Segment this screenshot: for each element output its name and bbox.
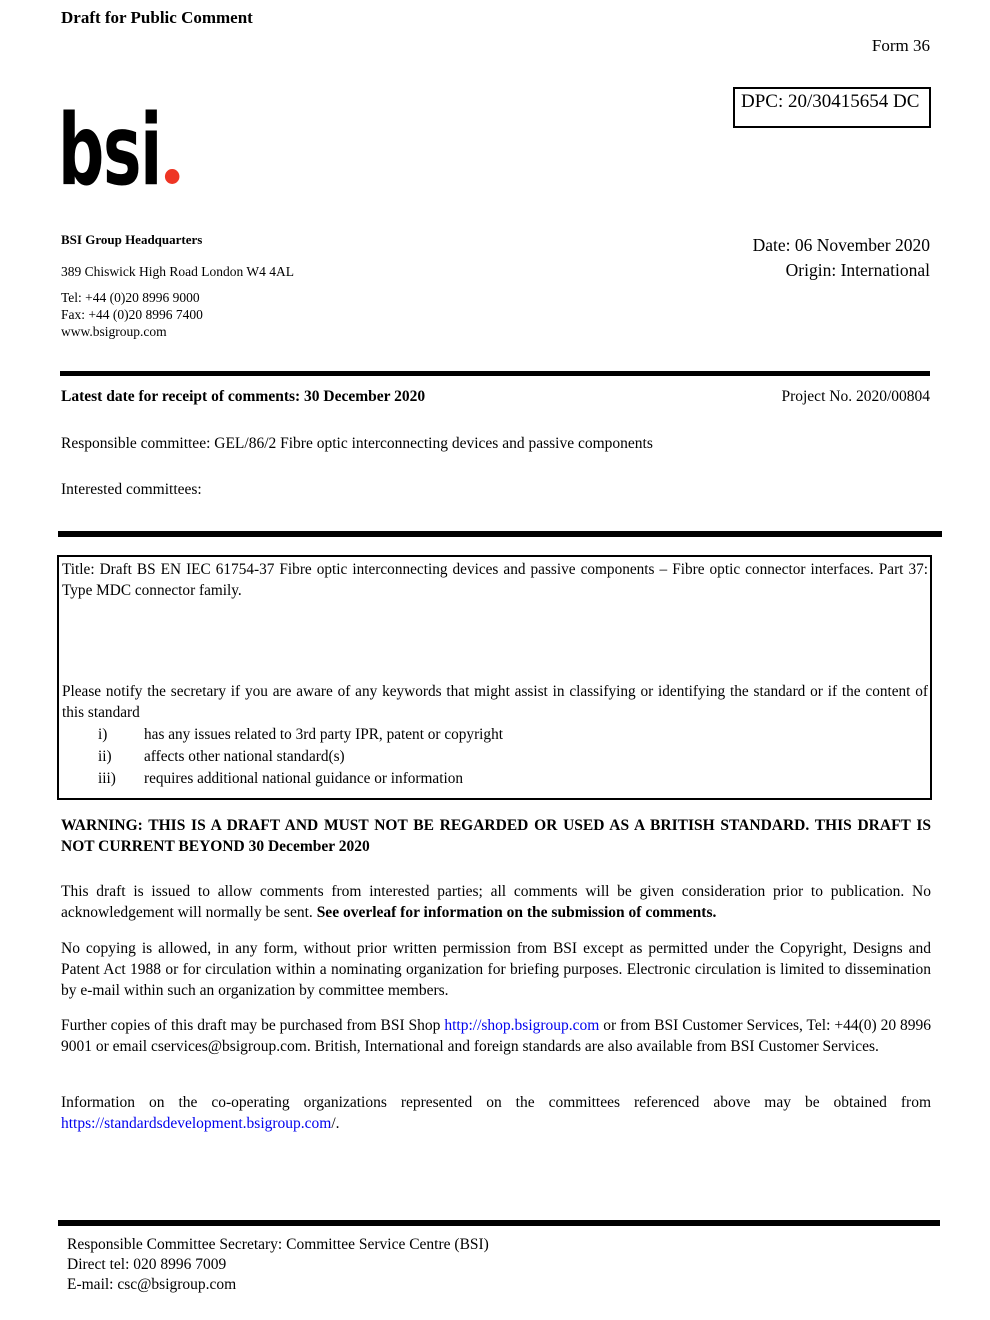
footer-divider-rule [58,1220,940,1226]
footer-contact-block [67,1235,489,1295]
further-copies-text: Further copies of this draft may be purchased from BSI Shop [61,1017,445,1034]
see-overleaf-text: See overleaf for information on the submission of comments. [316,904,717,921]
draft-issued-text: This draft is issued to allow comments from interested parties; all comments will be given consideration prior to publication. No acknowledgement will normally be sent. [61,883,931,921]
responsible-committee-line: Responsible committee: GEL/86/2 Fibre optic interconnecting devices and passive components [61,435,653,452]
list-item-text: affects other national standard(s) [144,748,345,765]
title-box [57,555,932,800]
cooperating-organizations-paragraph [61,1092,931,1134]
standard-title: Title: Draft BS EN IEC 61754-37 Fibre optic interconnecting devices and passive components – Fibre optic connector interfaces. Part 37: Type MDC connector family. [62,561,928,599]
headquarters-address: 389 Chiswick High Road London W4 4AL [61,264,294,279]
interested-committees-line: Interested committees: [61,481,202,498]
list-item-text: has any issues related to 3rd party IPR, patent or copyright [144,726,503,743]
draft-for-public-comment-heading: Draft for Public Comment [61,8,253,27]
dpc-number: DPC: 20/30415654 DC [741,91,920,112]
document-origin: Origin: International [785,260,930,280]
list-item-numeral: ii) [98,748,112,765]
cooperating-organizations-text-2: /. [331,1115,340,1132]
headquarters-tel: Tel: +44 (0)20 8996 9000 [61,290,200,305]
cooperating-organizations-text: Information on the co-operating organizations represented on the committees referenced above may be obtained from [61,1094,931,1111]
draft-issued-paragraph [61,881,931,923]
further-copies-paragraph [61,1015,931,1057]
dpc-number-box [733,87,931,128]
headquarters-title: BSI Group Headquarters [61,232,203,247]
email-line: E-mail: csc@bsigroup.com [67,1276,237,1293]
list-item-numeral: i) [98,726,108,743]
no-copying-paragraph: No copying is allowed, in any form, without prior written permission from BSI except as permitted under the Copyright, Designs and Patent Act 1988 or for circulation within a nominating organization for briefing purposes. Electronic circulation is limited to dissemination by e-mail within such an organization by committee members. [61,940,931,999]
date-origin-block [753,233,930,283]
further-copies-text-2: or from BSI Customer Services, Tel: +44(0) 20 8996 9001 or email cservices@bsigroup.com. British, International and foreign standards are also available from BSI Customer Services. [61,1017,932,1055]
keywords-notice: Please notify the secretary if you are aware of any keywords that might assist in classifying or identifying the standard or if the content of this standard [62,683,928,721]
form-number: Form 36 [871,36,930,55]
list-item-text: requires additional national guidance or information [144,770,464,787]
bsi-logo-text: bsi [58,94,162,208]
bsi-shop-link[interactable]: http://shop.bsigroup.com [444,1017,600,1034]
middle-divider-rule [58,531,942,537]
latest-date-label: Latest date for receipt of comments: 30 December 2020 [61,388,426,405]
project-number: Project No. 2020/00804 [781,388,930,405]
bsi-logo-inner [58,94,179,208]
comments-deadline-row [61,388,930,406]
keywords-list-item [62,746,928,768]
warning-text: WARNING: THIS IS A DRAFT AND MUST NOT BE REGARDED OR USED AS A BRITISH STANDARD. THIS DRAFT IS NOT CURRENT BEYOND 30 December 2020 [61,817,931,855]
committee-secretary-line: Responsible Committee Secretary: Committee Service Centre (BSI) [67,1236,489,1253]
document-date: Date: 06 November 2020 [752,235,930,255]
keywords-list-item [62,724,928,746]
bsi-logo [58,94,242,208]
headquarters-block [61,232,294,340]
bsi-logo-dot-icon [165,169,180,184]
header-divider-rule [60,371,930,376]
headquarters-fax: Fax: +44 (0)20 8996 7400 [61,307,203,322]
standards-development-link[interactable]: https://standardsdevelopment.bsigroup.com [61,1115,332,1132]
keywords-list-item [62,768,928,790]
list-item-numeral: iii) [98,770,116,787]
keywords-list [62,724,928,790]
headquarters-website: www.bsigroup.com [61,324,167,339]
direct-tel-line: Direct tel: 020 8996 7009 [67,1256,227,1273]
